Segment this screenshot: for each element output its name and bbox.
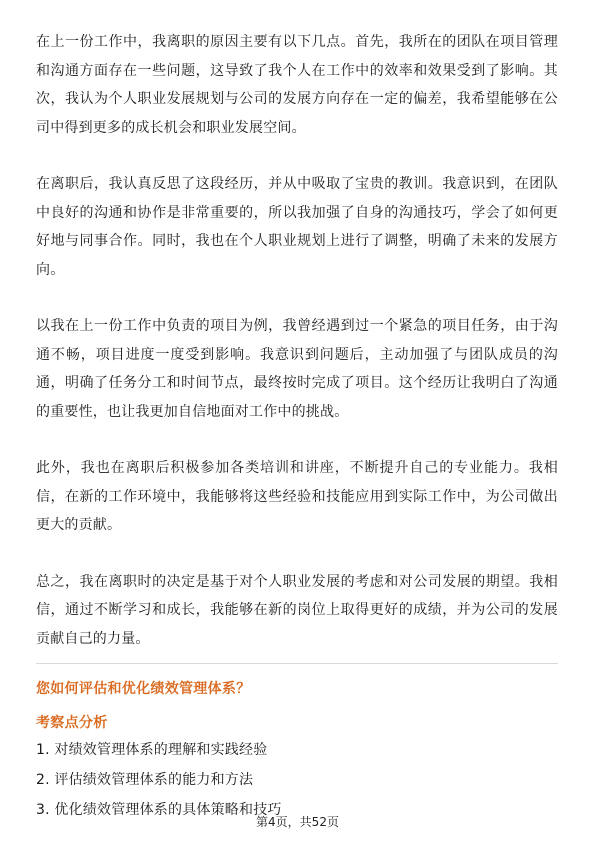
analysis-points-list — [36, 735, 282, 825]
paragraph-4: 此外，我也在离职后积极参加各类培训和讲座，不断提升自己的专业能力。我相信，在新的工作环境中，我能够将这些经验和技能应用到实际工作中，为公司做出更大的贡献。 — [36, 460, 558, 533]
list-item: 2. 评估绩效管理体系的能力和方法 — [36, 772, 254, 788]
page-number: 第4页，共52页 — [256, 815, 339, 829]
analysis-heading: 考察点分析 — [36, 715, 108, 731]
list-item: 3. 优化绩效管理体系的具体策略和技巧 — [36, 802, 282, 818]
answer-body — [36, 28, 558, 681]
question-heading: 您如何评估和优化绩效管理体系？ — [36, 681, 251, 697]
paragraph-1: 在上一份工作中，我离职的原因主要有以下几点。首先，我所在的团队在项目管理和沟通方面存在一些问题，这导致了我个人在工作中的效率和效果受到了影响。其次，我认为个人职业发展规划与公司的发展方向存在一定的偏差，我希望能够在公司中得到更多的成长机会和职业发展空间。 — [36, 34, 558, 136]
paragraph-3: 以我在上一份工作中负责的项目为例，我曾经遇到过一个紧急的项目任务，由于沟通不畅，项目进度一度受到影响。我意识到问题后，主动加强了与团队成员的沟通，明确了任务分工和时间节点，最终按时完成了项目。这个经历让我明白了沟通的重要性，也让我更加自信地面对工作中的挑战。 — [36, 318, 558, 420]
section-divider — [36, 663, 558, 664]
list-item: 1. 对绩效管理体系的理解和实践经验 — [36, 742, 268, 758]
paragraph-5: 总之，我在离职时的决定是基于对个人职业发展的考虑和对公司发展的期望。我相信，通过不断学习和成长，我能够在新的岗位上取得更好的成绩，并为公司的发展贡献自己的力量。 — [36, 573, 558, 647]
paragraph-2: 在离职后，我认真反思了这段经历，并从中吸取了宝贵的教训。我意识到，在团队中良好的沟通和协作是非常重要的，所以我加强了自身的沟通技巧，学会了如何更好地与同事合作。同时，我也在个人职业规划上进行了调整，明确了未来的发展方向。 — [36, 176, 558, 278]
